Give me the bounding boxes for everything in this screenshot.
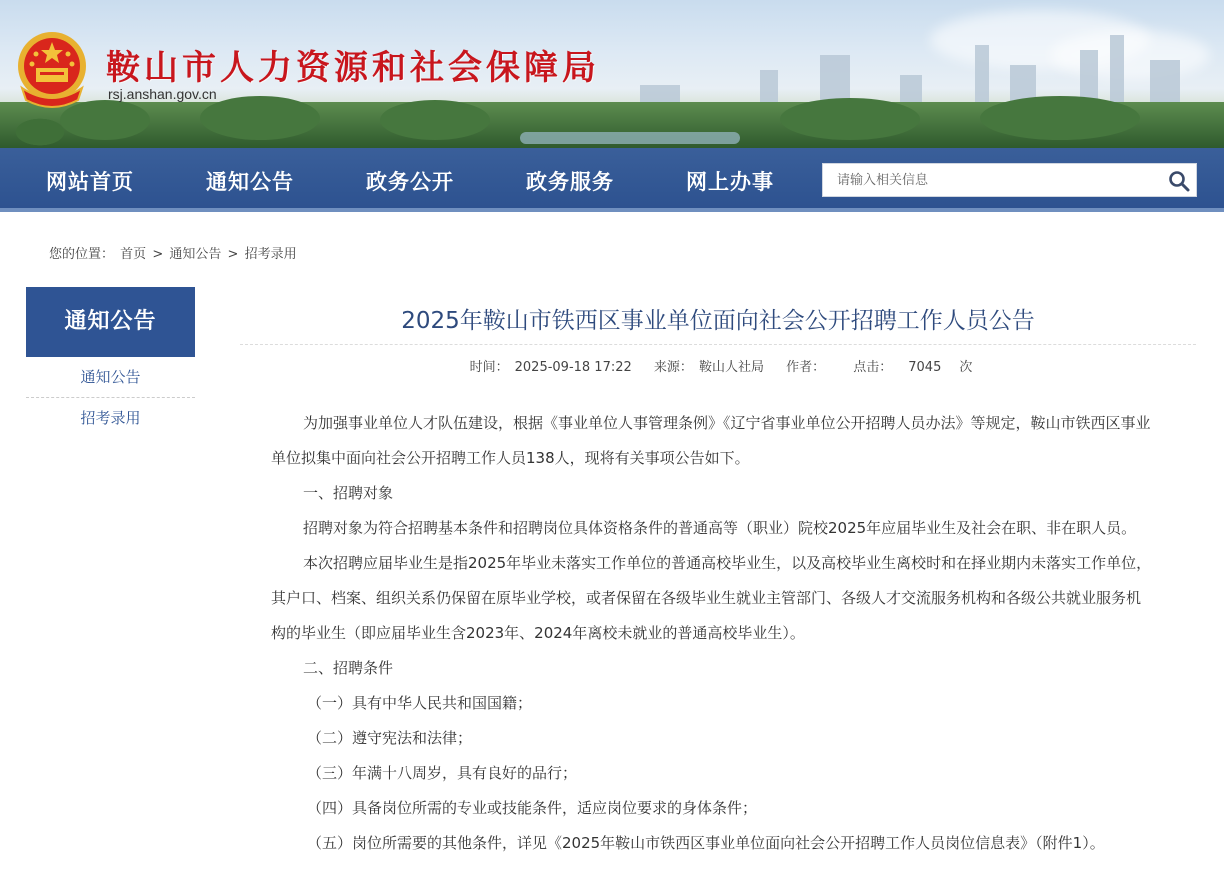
banner-lake <box>520 132 740 144</box>
meta-source: 鞍山人社局 <box>698 360 764 375</box>
banner-tree <box>780 98 920 140</box>
article-list-item: （五）岗位所需要的其他条件，详见《2025年鞍山市铁西区事业单位面向社会公开招聘工作人员岗位信息表》（附件1）。 <box>307 834 1105 852</box>
banner-cloud <box>1050 30 1210 80</box>
banner-tree <box>200 96 320 140</box>
sidebar-item-notices[interactable]: 通知公告 <box>80 368 141 386</box>
breadcrumb-prefix: 您的位置： <box>49 247 115 262</box>
breadcrumb-recruitment[interactable]: 招考录用 <box>244 247 297 262</box>
article-list-item: （二）遵守宪法和法律； <box>307 729 473 747</box>
nav-item-gov-services[interactable]: 政务服务 <box>526 170 614 194</box>
meta-hits-label: 点击： <box>853 360 893 375</box>
sidebar-item-recruitment[interactable]: 招考录用 <box>80 409 141 427</box>
breadcrumb-separator: > <box>152 247 164 262</box>
search-box <box>822 163 1197 197</box>
banner-building <box>1110 35 1124 110</box>
article-meta <box>240 356 1196 375</box>
article-paragraph: 为加强事业单位人才队伍建设，根据《事业单位人事管理条例》《辽宁省事业单位公开招聘人员办法》等规定，鞍山市铁西区事业单位拟集中面向社会公开招聘工作人员138人，现将有关事项公告如下。 <box>271 414 1151 467</box>
search-icon[interactable] <box>1168 170 1190 192</box>
site-domain: rsj.anshan.gov.cn <box>108 86 217 102</box>
article-list-item: （一）具有中华人民共和国国籍； <box>307 694 533 712</box>
breadcrumb-notices[interactable]: 通知公告 <box>169 247 222 262</box>
meta-hits: 7045 <box>908 360 942 375</box>
article-list-item: （三）年满十八周岁，具有良好的品行； <box>307 764 578 782</box>
site-banner <box>0 0 1224 148</box>
article-title: 2025年鞍山市铁西区事业单位面向社会公开招聘工作人员公告 <box>401 308 1035 334</box>
search-input[interactable] <box>837 164 1157 196</box>
meta-author-label: 作者： <box>786 360 826 375</box>
meta-source-label: 来源： <box>653 360 693 375</box>
article-body <box>271 406 1155 861</box>
article-list-item: （四）具备岗位所需的专业或技能条件，适应岗位要求的身体条件； <box>307 799 758 817</box>
breadcrumb-separator: > <box>227 247 239 262</box>
banner-building <box>975 45 989 110</box>
breadcrumb <box>49 243 299 262</box>
nav-item-online-services[interactable]: 网上办事 <box>686 170 774 194</box>
nav-item-notices[interactable]: 通知公告 <box>206 170 294 194</box>
banner-tree <box>380 100 490 140</box>
banner-tree <box>980 96 1140 140</box>
article-heading: 二、招聘条件 <box>303 659 394 677</box>
nav-item-gov-affairs[interactable]: 政务公开 <box>366 170 454 194</box>
meta-time-label: 时间： <box>469 360 509 375</box>
article-heading: 一、招聘对象 <box>303 484 394 502</box>
title-divider <box>240 344 1196 345</box>
article-paragraph: 招聘对象为符合招聘基本条件和招聘岗位具体资格条件的普通高等（职业）院校2025年应届毕业生及社会在职、非在职人员。 <box>303 519 1137 537</box>
nav-item-home[interactable]: 网站首页 <box>46 170 134 194</box>
breadcrumb-home[interactable]: 首页 <box>120 247 147 262</box>
meta-time: 2025-09-18 17:22 <box>514 360 632 375</box>
meta-hits-unit: 次 <box>959 360 973 375</box>
sidebar-heading: 通知公告 <box>26 287 195 357</box>
article-paragraph: 本次招聘应届毕业生是指2025年毕业未落实工作单位的普通高校毕业生，以及高校毕业生离校时和在择业期内未落实工作单位，其户口、档案、组织关系仍保留在原毕业学校，或者保留在各级毕业生就业主管部门、各级人才交流服务机构和各级公共就业服务机构的毕业生（即应届毕业生含2023年、2024年离校未就业的普通高校毕业生）。 <box>271 554 1152 642</box>
national-emblem-icon[interactable] <box>12 28 92 112</box>
site-title[interactable]: 鞍山市人力资源和社会保障局 <box>106 48 600 88</box>
